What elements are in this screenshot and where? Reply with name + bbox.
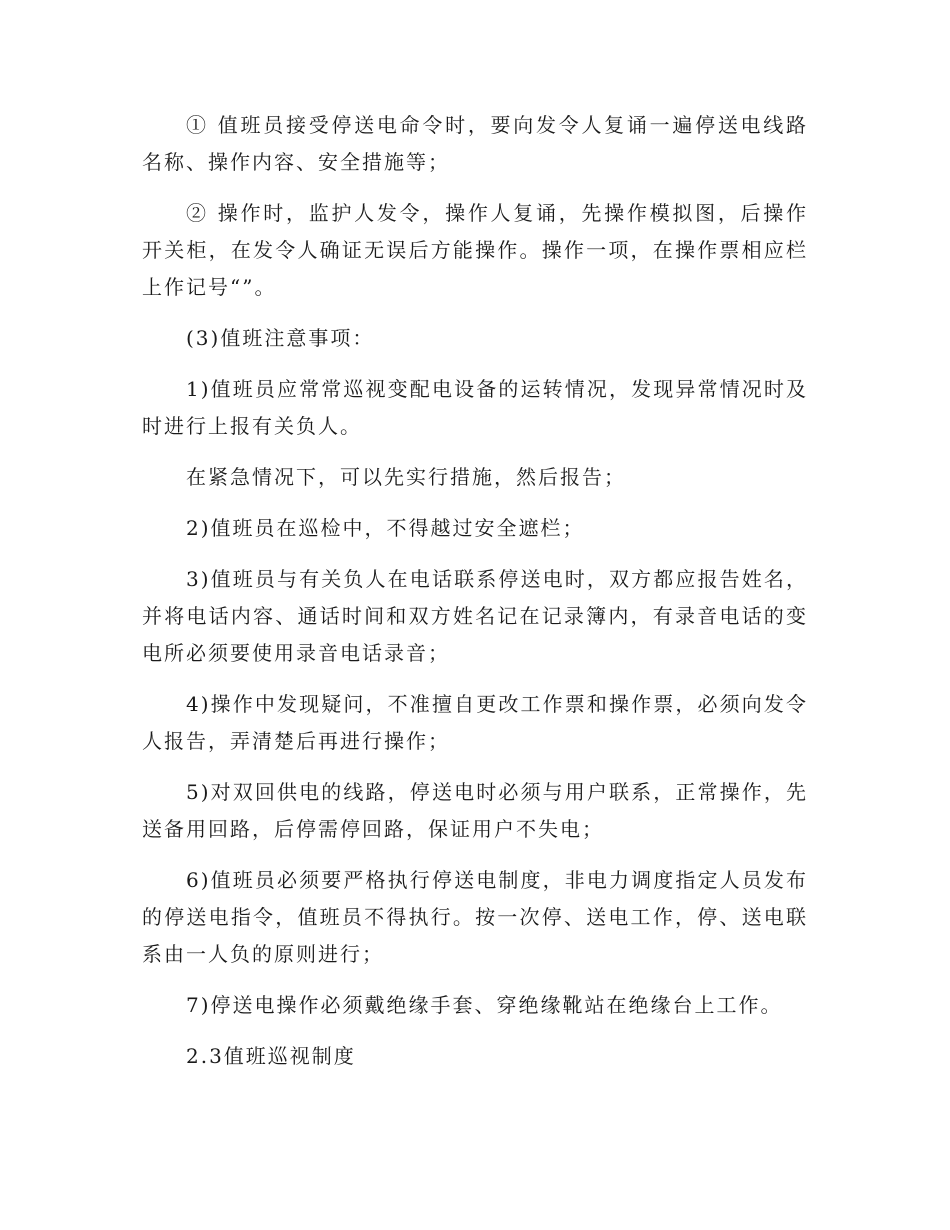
paragraph-8: 4)操作中发现疑问，不准擅自更改工作票和操作票，必须向发令人报告，弄清楚后再进行操作； (142, 692, 808, 753)
paragraph-11: 7)停送电操作必须戴绝缘手套、穿绝缘靴站在绝缘台上工作。 (186, 993, 783, 1017)
paragraph-10: 6)值班员必须要严格执行停送电制度，非电力调度指定人员发布的停送电指令，值班员不得执行。按一次停、送电工作，停、送电联系由一人负的原则进行； (142, 868, 808, 966)
paragraph-7: 3)值班员与有关负人在电话联系停送电时，双方都应报告姓名，并将电话内容、通话时间和双方姓名记在记录簿内，有录音电话的变电所必须要使用录音电话录音； (142, 567, 808, 665)
section-heading: 2.3值班巡视制度 (186, 1044, 356, 1068)
document-body (142, 107, 808, 1089)
paragraph-5: 在紧急情况下，可以先实行措施，然后报告； (186, 465, 626, 489)
paragraph-9: 5)对双回供电的线路，停送电时必须与用户联系，正常操作，先送备用回路，后停需停回路，保证用户不失电； (142, 780, 808, 841)
paragraph-3: (3)值班注意事项： (186, 326, 375, 350)
paragraph-1: ① 值班员接受停送电命令时，要向发令人复诵一遍停送电线路名称、操作内容、安全措施等； (142, 113, 808, 174)
paragraph-6: 2)值班员在巡检中，不得越过安全遮栏； (186, 516, 585, 540)
paragraph-4: 1)值班员应常常巡视变配电设备的运转情况，发现异常情况时及时进行上报有关负人。 (142, 377, 808, 438)
paragraph-2: ② 操作时，监护人发令，操作人复诵，先操作模拟图，后操作开关柜，在发令人确证无误后方能操作。操作一项，在操作票相应栏上作记号“”。 (142, 201, 808, 299)
